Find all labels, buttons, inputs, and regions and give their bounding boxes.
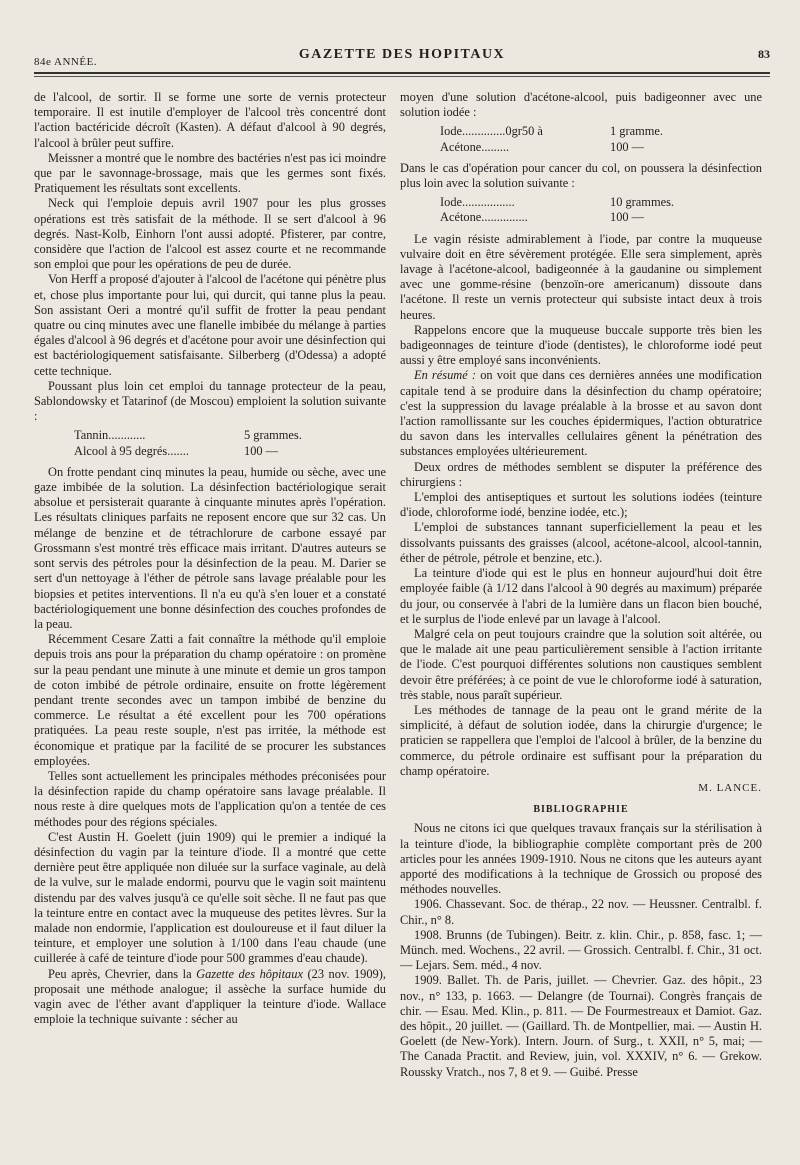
year-label: 84e ANNÉE. [34, 56, 98, 68]
bibliography-entry: 1909. Ballet. Th. de Paris, juillet. — Chevrier. Gaz. des hôpit., 23 nov., n° 133, p. 1663. — Delangre (de Tournai). Congrès français de chir. — Esau. Med. Klin., p. 811. — De Fourmestreaux et Damiot. Gaz. des hôpit., 20 juillet. — (Gaillard. Th. de Montpellier, mai. — Austin H. Goelett (de New-York). Intern. Journ. of Surg., t. XXII, n° 5, mai; — The Canada Practit. and Review, juin, vol. XXXIV, n° 6. — Grekow. Roussky Vratch., nos 7, 8 et 9. — Guibé. Presse [400, 973, 762, 1079]
paragraph: Peu après, Chevrier, dans la Gazette des hôpitaux (23 nov. 1909), proposait une méthode analogue; il assèche la surface humide du vagin avec de l'éther avant d'appliquer la teinture d'iode. Wallace emploie la technique suivante : sécher au [34, 966, 386, 1027]
header-rule-thin [34, 76, 770, 77]
paragraph: de l'alcool, de sortir. Il se forme une sorte de vernis protecteur temporaire. Il est inutile d'employer de l'alcool très concentré dont l'action bactéricide décroît (Kasten). A défaut d'alcool à 90 degrés, l'alcool à brûler peut suffire. [34, 90, 386, 150]
header-rule [34, 72, 770, 74]
paragraph: Meissner a montré que le nombre des bactéries n'est pas ici moindre que par le savonnage-brossage, mais que les germes sont fixés. Pratiquement les résultats sont excellents. [34, 150, 386, 196]
formula-iode-acetone [400, 124, 762, 154]
paragraph: Dans le cas d'opération pour cancer du col, on poussera la désinfection plus loin avec la solution suivante : [400, 160, 762, 191]
page-number: 83 [758, 47, 770, 61]
bibliography-heading: BIBLIOGRAPHIE [533, 804, 629, 816]
paragraph: Telles sont actuellement les principales méthodes préconisées pour la désinfection rapide du champ opératoire sans lavage préalable. Il nous reste à dire quelques mots de l'application qu'on a tentée de ces méthodes pour des régions spéciales. [34, 768, 386, 829]
right-column [400, 90, 762, 1080]
paragraph: En résumé : on voit que dans ces dernières années une modification capitale tend à se produire dans la désinfection du champ opératoire; c'est la suppression du lavage préalable à la brosse et au savon dont l'action ramollissante sur les couches épidermiques, l'action obturatrice du savon dans les intervalles cellulaires gênent la pénétration des substances employées ultérieurement. [400, 368, 762, 459]
journal-title: GAZETTE DES HOPITAUX [298, 47, 506, 62]
summary-lead: En résumé : [414, 368, 477, 383]
formula-line: Tannin............ 5 grammes. [74, 428, 302, 443]
formula-line: Iode................. 10 grammes. [440, 195, 675, 210]
journal-citation: Gazette des hôpitaux [196, 966, 303, 981]
paragraph: L'emploi des antiseptiques et surtout les solutions iodées (teinture d'iode, chloroforme iodé, benzine iodée, etc.); [400, 490, 762, 520]
bibliography-entry: 1906. Chassevant. Soc. de thérap., 22 nov. — Heussner. Centralbl. f. Chir., n° 8. [400, 897, 762, 927]
formula-line: Acétone......... 100 — [440, 139, 645, 154]
formula-line: Alcool à 95 degrés....... 100 — [74, 443, 279, 458]
formula-line: Acétone............... 100 — [440, 210, 645, 225]
paragraph: Rappelons encore que la muqueuse buccale supporte très bien les badigeonnages de teinture d'iode (dentistes), le chloroforme iodé peut aussi y être employé sans inconvénients. [400, 322, 762, 368]
left-column [34, 90, 386, 1027]
paragraph: Deux ordres de méthodes semblent se disputer la préférence des chirurgiens : [400, 459, 762, 489]
paragraph: L'emploi de substances tannant superficiellement la peau et les dissolvants puissants des graisses (alcool, acétone-alcool, alcool-tannin, éther de pétrole, pétrole et benzine, etc.). [400, 520, 762, 565]
paragraph: Récemment Cesare Zatti a fait connaître la méthode qu'il emploie depuis trois ans pour la préparation du champ opératoire : on promène sur la peau pendant une minute à une minute et demie un gros tampon de coton imbibé de pétrole ordinaire, ensuite on frotte légèrement pendant trente secondes avec un tampon imbibé de benzine du commerce. Le résultat a été excellent pour les 700 opérations pratiquées. La peau reste souple, n'est pas irritée, la méthode est économique et pratique par la facilité de se procurer les substances employées. [34, 632, 386, 768]
paragraph: Neck qui l'emploie depuis avril 1907 pour les plus grosses opérations est très satisfait de la méthode. Il se sert d'alcool à 96 degrés. Nast-Kolb, Einhorn l'ont aussi adopté. Pfisterer, par contre, considère que l'action de l'alcool est assez courte et ne recommande son emploi que pour les opérations de peu de durée. [34, 196, 386, 272]
paragraph: Le vagin résiste admirablement à l'iode, par contre la muqueuse vulvaire doit en être sévèrement protégée. Elle sera simplement, après lavage à l'acétone-alcool, badigeonnée à la gaudanine ou simplement avec une gomme-résine (benzoïn-ore americanum) dissoute dans l'acétone. Il reste un vernis protecteur qui subsiste intact deux à trois heures. [400, 231, 762, 322]
page-header [34, 44, 770, 68]
paragraph: Von Herff a proposé d'ajouter à l'alcool de l'acétone qui pénètre plus et, chose plus importante pour lui, qui durcit, qui tanne plus la peau. Son assistant Oeri a montré qu'il suffit de frotter la peau pendant quatre ou cinq minutes avec une flanelle imbibée du mélange à parties égales d'alcool à 96 degrés et d'acétone pour avoir une désinfection qui est bactériologiquement satisfaisante. Silberberg (d'Odessa) a adopté cette technique. [34, 272, 386, 378]
bibliography-entry: 1908. Brunns (de Tubingen). Beitr. z. klin. Chir., p. 858, fasc. 1; — Münch. med. Wochens., 22 avril. — Grossich. Centralbl. f. Chir., 31 oct. — Lejars. Sem. méd., 4 nov. [400, 927, 762, 973]
paragraph: La teinture d'iode qui est le plus en honneur aujourd'hui doit être employée faible (à 1/12 dans l'alcool à 90 degrés au maximum) préparée du jour, ou conservée à l'abri de la lumière dans un flacon bien bouché, et le surplus de l'iode enlevé par un lavage à l'alcool. [400, 566, 762, 626]
paragraph: Malgré cela on peut toujours craindre que la solution soit altérée, ou que le malade ait une peau particulièrement sensible à l'action irritante de l'iode. C'est pourquoi différentes solutions non caustiques semblent devoir être préférées; à ce point de vue le chloroforme iodé à saturation, très stable, nous paraît supérieur. [400, 626, 762, 702]
paragraph: C'est Austin H. Goelett (juin 1909) qui le premier a indiqué la désinfection du vagin par la teinture d'iode. Il a montré que cette dernière peut être appliquée non diluée sur la surface vaginale, au delà de la vulve, sur le malade endormi, pourvu que le vagin soit maintenu distendu par des valves jusqu'à ce qu'elle soit sèche. Il ne faut pas que la teinture entre en contact avec la muqueuse des petites lèvres. Sur la malade non endormie, l'application est douloureuse et il faut diluer la teinture, et employer une solution à 1/100 dans l'eau chaude (une cuillerée à café de teinture d'iode pour 500 grammes d'eau chaude). [34, 829, 386, 966]
paragraph: On frotte pendant cinq minutes la peau, humide ou sèche, avec une gaze imbibée de la solution. La désinfection bactériologique serait absolue et persisterait quarante à cinquante minutes après l'opération. Les résultats cliniques parfaits ne reposent encore que sur 32 cas. Un mélange de benzine et de tétrachlorure de carbone essayé par Grossmann s'est montré très efficace mais irritant. D'autres auteurs se sont servis des pétroles pour la désinfection de la peau. M. Darier se sert d'un nettoyage à l'éther de pétrole sans lavage préalable pour les biopsies et petites interventions. Il n'a eu qu'à s'en louer et a constaté bactériologiquement une bonne désinfection des couches profondes de la peau. [34, 464, 386, 631]
paragraph: Poussant plus loin cet emploi du tannage protecteur de la peau, Sablondowsky et Tatarinof (de Moscou) emploient la solution suivante : [34, 378, 386, 424]
formula-iode-strong [400, 195, 762, 225]
author-signature: M. LANCE. [698, 781, 762, 794]
formula-tannin [34, 428, 386, 458]
bibliography-intro: Nous ne citons ici que quelques travaux français sur la stérilisation à la teinture d'iode, la bibliographie complète comportant près de 200 articles pour les années 1909-1910. Nous ne citons que les auteurs ayant apporté des modifications à la technique de Grossich ou proposé des méthodes nouvelles. [400, 821, 762, 897]
paragraph: moyen d'une solution d'acétone-alcool, puis badigeonner avec une solution iodée : [400, 90, 762, 120]
paragraph: Les méthodes de tannage de la peau ont le grand mérite de la simplicité, à défaut de solution iodée, dans la chirurgie d'urgence; le praticien se rappellera que l'emploi de l'alcool à brûler, de la benzine du commerce, du pétrole ordinaire est suffisant pour la préparation du champ opératoire. [400, 702, 762, 778]
formula-line: Iode..............0gr50 à 1 gramme. [440, 124, 663, 139]
